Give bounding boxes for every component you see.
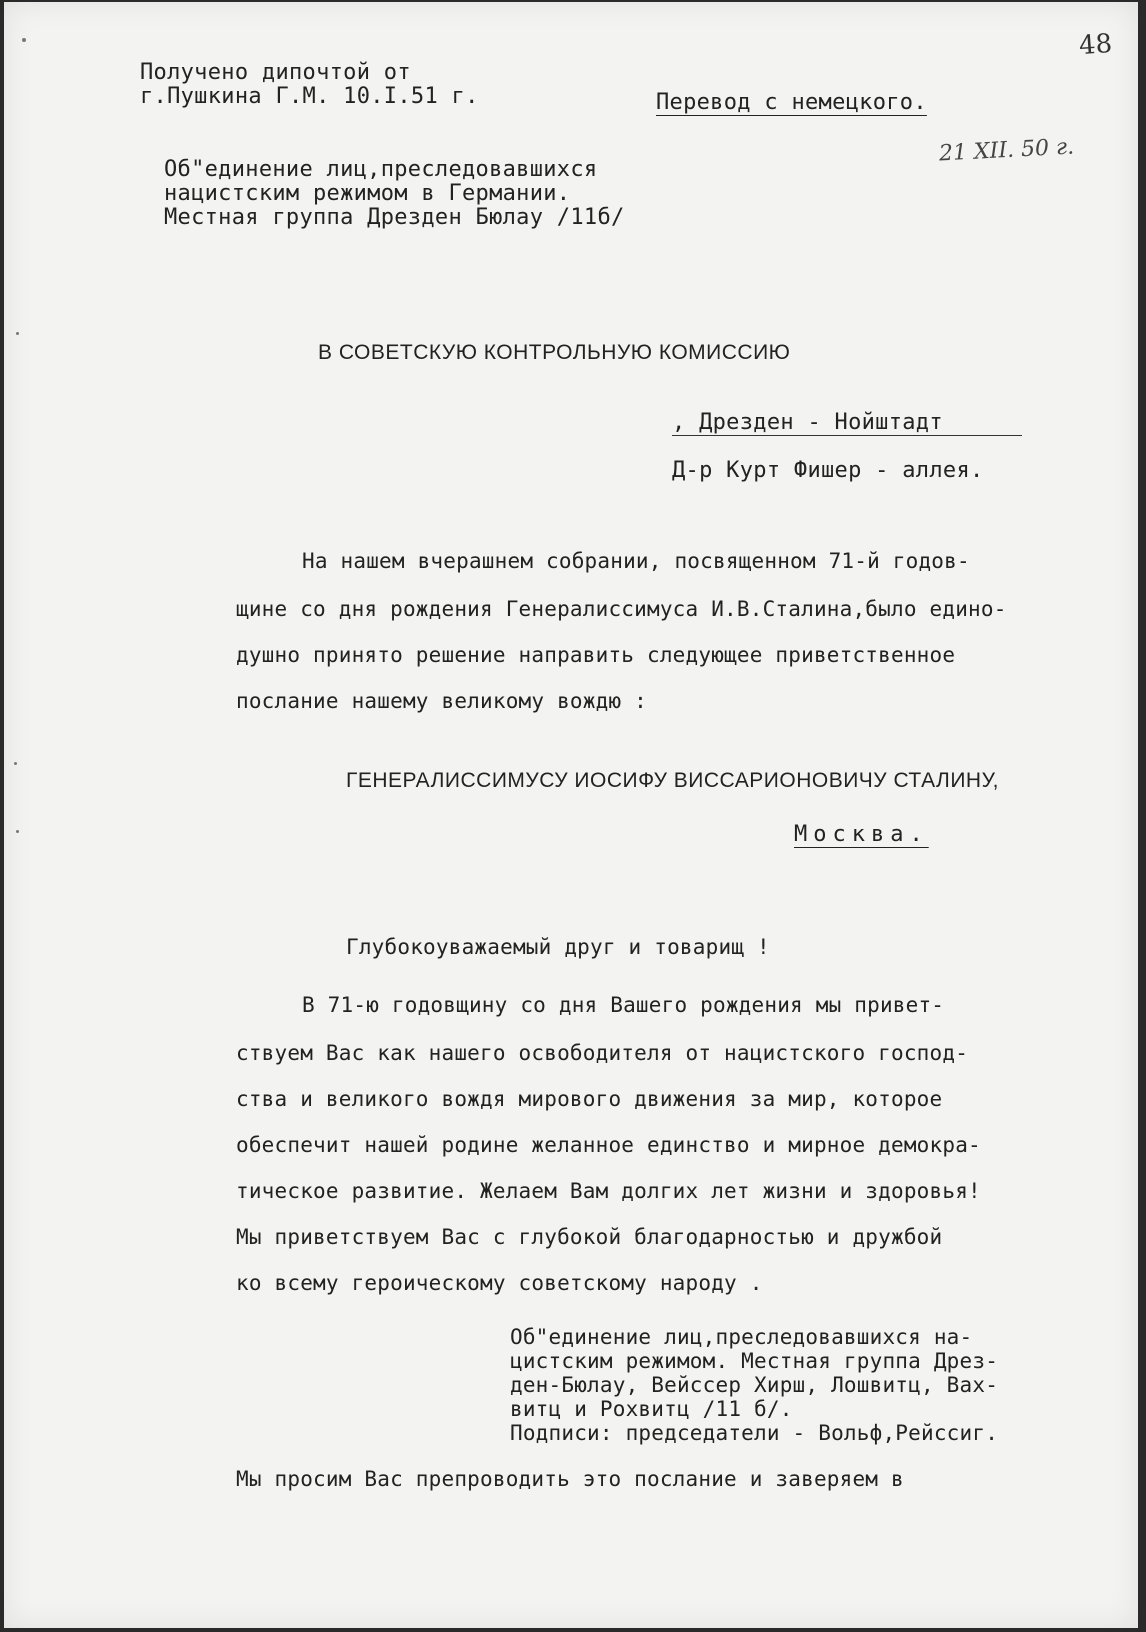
city: Москва. [794,822,929,847]
body-line-7: ко всему героическому советскому народу . [236,1271,763,1295]
scan-speck [16,332,19,335]
received-line-1: Получено дипочтой от [140,60,411,85]
body-line-3: ства и великого вождя мирового движения за мир, которое [236,1087,943,1111]
signature-line-4: витц и Рохвитц /11 б/. [510,1397,793,1421]
body-line-1: В 71-ю годовщину со дня Вашего рождения мы привет- [302,993,945,1017]
salutation: Глубокоуважаемый друг и товарищ ! [346,935,770,959]
signature-line-5: Подписи: председатели - Вольф,Рейссиг. [510,1421,999,1445]
received-line-2: г.Пушкина Г.М. 10.I.51 г. [140,84,479,109]
org-line-2: нацистским режимом в Германии. [164,181,571,206]
closing-line: Мы просим Вас препроводить это послание и заверяем в [236,1467,904,1491]
recipient: ГЕНЕРАЛИССИМУСУ ИОСИФУ ВИССАРИОНОВИЧУ СТАЛИНУ, [346,769,999,792]
signature-line-3: ден-Бюлау, Вейссер Хирш, Лошвитц, Вах- [510,1373,999,1397]
org-line-1: Об"единение лиц,преследовавшихся [164,157,598,182]
intro-line-1: На нашем вчерашнем собрании, посвященном 71-й годов- [302,549,970,573]
body-line-6: Мы приветствуем Вас с глубокой благодарностью и дружбой [236,1225,943,1249]
body-line-4: обеспечит нашей родине желанное единство и мирное демокра- [236,1133,981,1157]
address-line-1: , Дрезден - Нойштадт [672,410,943,435]
intro-line-3: душно принято решение направить следующее приветственное [236,643,956,667]
signature-line-1: Об"единение лиц,преследовавшихся на- [510,1325,973,1349]
page-number: 48 [1077,28,1114,62]
address-line-2: Д-р Курт Фишер - аллея. [672,458,984,483]
org-line-3: Местная группа Дрезден Бюлау /11б/ [164,205,625,230]
scan-speck [16,830,19,833]
intro-line-4: послание нашему великому вождю : [236,689,647,713]
scan-speck [14,762,17,765]
intro-line-2: щине со дня рождения Генералиссимуса И.В.Сталина,было едино- [236,597,1007,621]
address-underline [672,435,1022,436]
body-line-2: ствуем Вас как нашего освободителя от нацистского господ- [236,1041,969,1065]
addressee: В СОВЕТСКУЮ КОНТРОЛЬНУЮ КОМИССИЮ [318,341,791,364]
document-page [4,2,1138,1628]
scan-speck [22,38,26,42]
body-line-5: тическое развитие. Желаем Вам долгих лет жизни и здоровья! [236,1179,981,1203]
handwritten-date: 21 XII. 50 г. [938,134,1075,167]
signature-line-2: цистским режимом. Местная группа Дрез- [510,1349,999,1373]
translation-note: Перевод с немецкого. [656,90,927,115]
